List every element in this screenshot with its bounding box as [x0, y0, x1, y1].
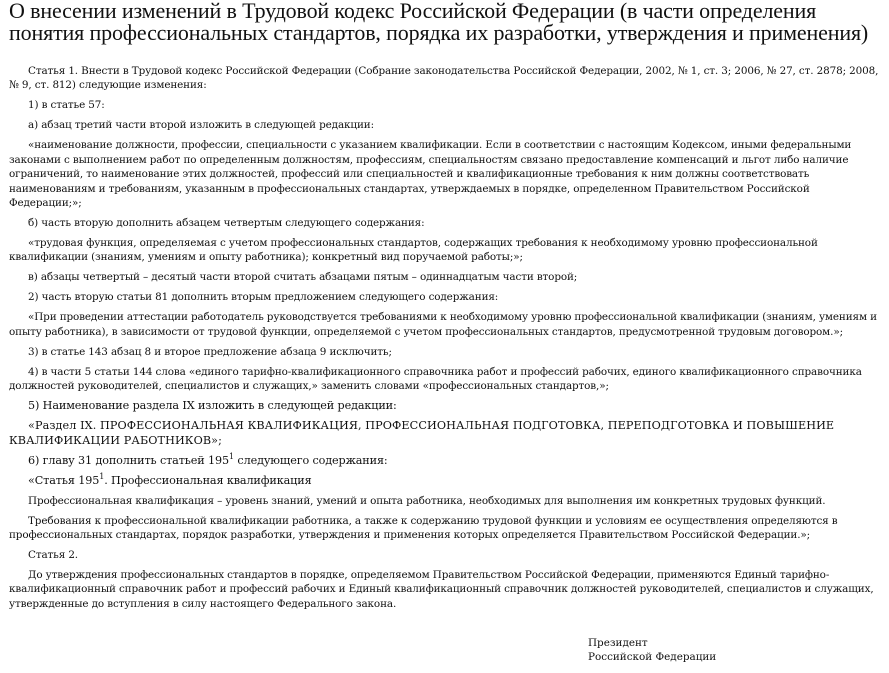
article-195-heading — [9, 471, 885, 488]
title-line-1: О внесении изменений в Трудовой кодекс Российской Федерации (в части определения — [9, 0, 817, 23]
item-5-text: «Раздел IX. ПРОФЕССИОНАЛЬНАЯ КВАЛИФИКАЦИЯ, ПРОФЕССИОНАЛЬНАЯ ПОДГОТОВКА, ПЕРЕПОДГОТОВКА И ПОВЫШЕНИЕ КВАЛИФИКАЦИИ РАБОТНИКОВ»; — [9, 419, 835, 447]
article-195-pre: «Статья 195 — [28, 473, 100, 487]
article-1-intro: Статья 1. Внести в Трудовой кодекс Российской Федерации (Собрание законодательства Российской Федерации, 2002, № 1, ст. 3; 2006, № 27, ст. 2878; 2008, № 9, ст. 812) следующие изменения: — [9, 65, 879, 92]
item-6-post: следующего содержания: — [234, 453, 388, 467]
item-6-superscript: 1 — [229, 451, 234, 461]
document-body — [9, 64, 885, 611]
article-2-text: До утверждения профессиональных стандартов в порядке, определяемом Правительством Российской Федерации, применяются Единый тарифно-квалификационный справочник работ и профессий рабочих и Единый квалификационный справочник должностей руководителей, специалистов и служащих, утвержденные до вступления в силу настоящего Федерального закона. — [9, 569, 874, 610]
item-6-pre: 6) главу 31 дополнить статьей 195 — [28, 453, 230, 467]
item-3: 3) в статье 143 абзац 8 и второе предложение абзаца 9 исключить; — [28, 345, 392, 358]
article-195-requirements: Требования к профессиональной квалификации работника, а также к содержанию трудовой функции и условиям ее осуществления определяются в профессиональных стандартах, порядок разработки, утверждения и применения которых определяется Правительством Российской Федерации.»; — [9, 514, 838, 542]
item-2-text: «При проведении аттестации работодатель руководствуется требованиями к необходимому уровню профессиональной квалификации (знаниям, умениям и опыту работника), в зависимости от трудовой функции, определяемой с учетом профессиональных стандартов, предусмотренной трудовым договором.»; — [9, 311, 877, 338]
item-1: 1) в статье 57: — [28, 99, 105, 112]
item-4: 4) в части 5 статьи 144 слова «единого тарифно-квалификационного справочника работ и профессий рабочих, единого квалификационного справочника должностей руководителей, специалистов и служащих,» заменить словами «профессиональных стандартов,»; — [9, 365, 862, 393]
document-title — [9, 0, 885, 44]
item-1c: в) абзацы четвертый – десятый части второй считать абзацами пятым – одиннадцатым части второй; — [28, 271, 578, 284]
item-1b-text: «трудовая функция, определяемая с учетом профессиональных стандартов, содержащих требования к необходимому уровню профессиональной квалификации (знаниям, умениям и опыту работника); конкретный вид поручаемой работы;»; — [9, 237, 818, 264]
article-2-heading: Статья 2. — [28, 549, 78, 562]
item-2: 2) часть вторую статьи 81 дополнить вторым предложением следующего содержания: — [28, 291, 499, 304]
item-1b: б) часть вторую дополнить абзацем четвертым следующего содержания: — [28, 217, 425, 230]
signature-line-1: Президент — [588, 637, 648, 649]
item-1a: а) абзац третий части второй изложить в следующей редакции: — [28, 119, 374, 132]
item-1a-text: «наименование должности, профессии, специальности с указанием квалификации. Если в соответствии с настоящим Кодексом, иными федеральными законами с выполнением работ по определенным должностям, профессиям, специальностям связано предоставление компенсаций и льгот либо наличие ограничений, то наименование этих должностей, профессий или специальностей и квалификационные требования к ним должны соответствовать наименованиям и требованиям, указанным в профессиональных стандартах, утверждаемых в порядке, определенном Правительством Российской Федерации;»; — [9, 139, 852, 210]
item-5: 5) Наименование раздела IX изложить в следующей редакции: — [28, 399, 397, 413]
article-195-post: . Профессиональная квалификация — [104, 473, 312, 487]
article-195-definition: Профессиональная квалификация – уровень знаний, умений и опыта работника, необходимых для выполнения им конкретных трудовых функций. — [28, 494, 826, 507]
title-line-2: понятия профессиональных стандартов, порядка их разработки, утверждения и применения) — [9, 20, 869, 45]
article-195-superscript: 1 — [99, 471, 105, 481]
item-6 — [9, 451, 885, 468]
signature-block — [588, 636, 716, 665]
signature-line-2: Российской Федерации — [588, 651, 717, 664]
